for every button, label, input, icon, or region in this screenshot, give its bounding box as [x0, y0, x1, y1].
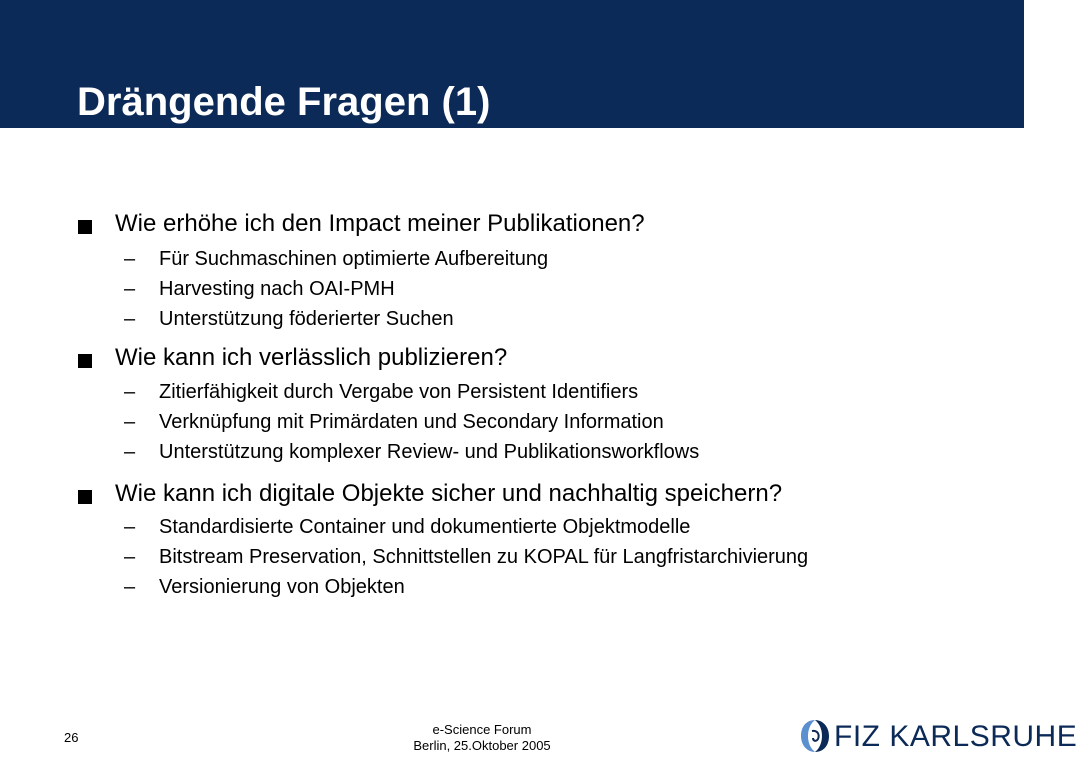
fiz-swirl-logo-icon: [800, 718, 830, 754]
square-bullet-icon: [78, 490, 92, 504]
sub-bullet-text: Zitierfähigkeit durch Vergabe von Persistent Identifiers: [159, 381, 639, 403]
sub-bullet-text: Unterstützung komplexer Review- und Publikationsworkflows: [159, 441, 700, 463]
dash-bullet-icon: –: [124, 278, 136, 300]
dash-bullet-icon: –: [124, 546, 136, 568]
dash-bullet-icon: –: [124, 248, 136, 270]
dash-bullet-icon: –: [124, 381, 136, 403]
event-info: [362, 722, 602, 754]
page-number: 26: [64, 730, 79, 745]
event-date: Berlin, 25.Oktober 2005: [413, 738, 551, 753]
bullet-text: Wie erhöhe ich den Impact meiner Publikationen?: [115, 210, 645, 237]
sub-bullet-text: Harvesting nach OAI-PMH: [159, 278, 395, 300]
fiz-karlsruhe-logo: [800, 714, 1077, 758]
square-bullet-icon: [78, 220, 92, 234]
dash-bullet-icon: –: [124, 576, 136, 598]
sub-bullet-text: Für Suchmaschinen optimierte Aufbereitung: [159, 248, 549, 270]
sub-bullet-text: Versionierung von Objekten: [159, 576, 405, 598]
slide-title: Drängende Fragen (1): [77, 80, 491, 124]
sub-bullet-text: Standardisierte Container und dokumentierte Objektmodelle: [159, 516, 691, 538]
dash-bullet-icon: –: [124, 308, 136, 330]
dash-bullet-icon: –: [124, 516, 136, 538]
logo-text: FIZ KARLSRUHE: [834, 720, 1077, 753]
bullet-text: Wie kann ich verlässlich publizieren?: [115, 344, 508, 371]
square-bullet-icon: [78, 354, 92, 368]
sub-bullet-text: Bitstream Preservation, Schnittstellen zu KOPAL für Langfristarchivierung: [159, 546, 809, 568]
bullet-text: Wie kann ich digitale Objekte sicher und nachhaltig speichern?: [115, 480, 783, 507]
dash-bullet-icon: –: [124, 411, 136, 433]
sub-bullet-text: Verknüpfung mit Primärdaten und Secondary Information: [159, 411, 664, 433]
event-name: e-Science Forum: [432, 722, 532, 737]
dash-bullet-icon: –: [124, 441, 136, 463]
sub-bullet-text: Unterstützung föderierter Suchen: [159, 308, 454, 330]
